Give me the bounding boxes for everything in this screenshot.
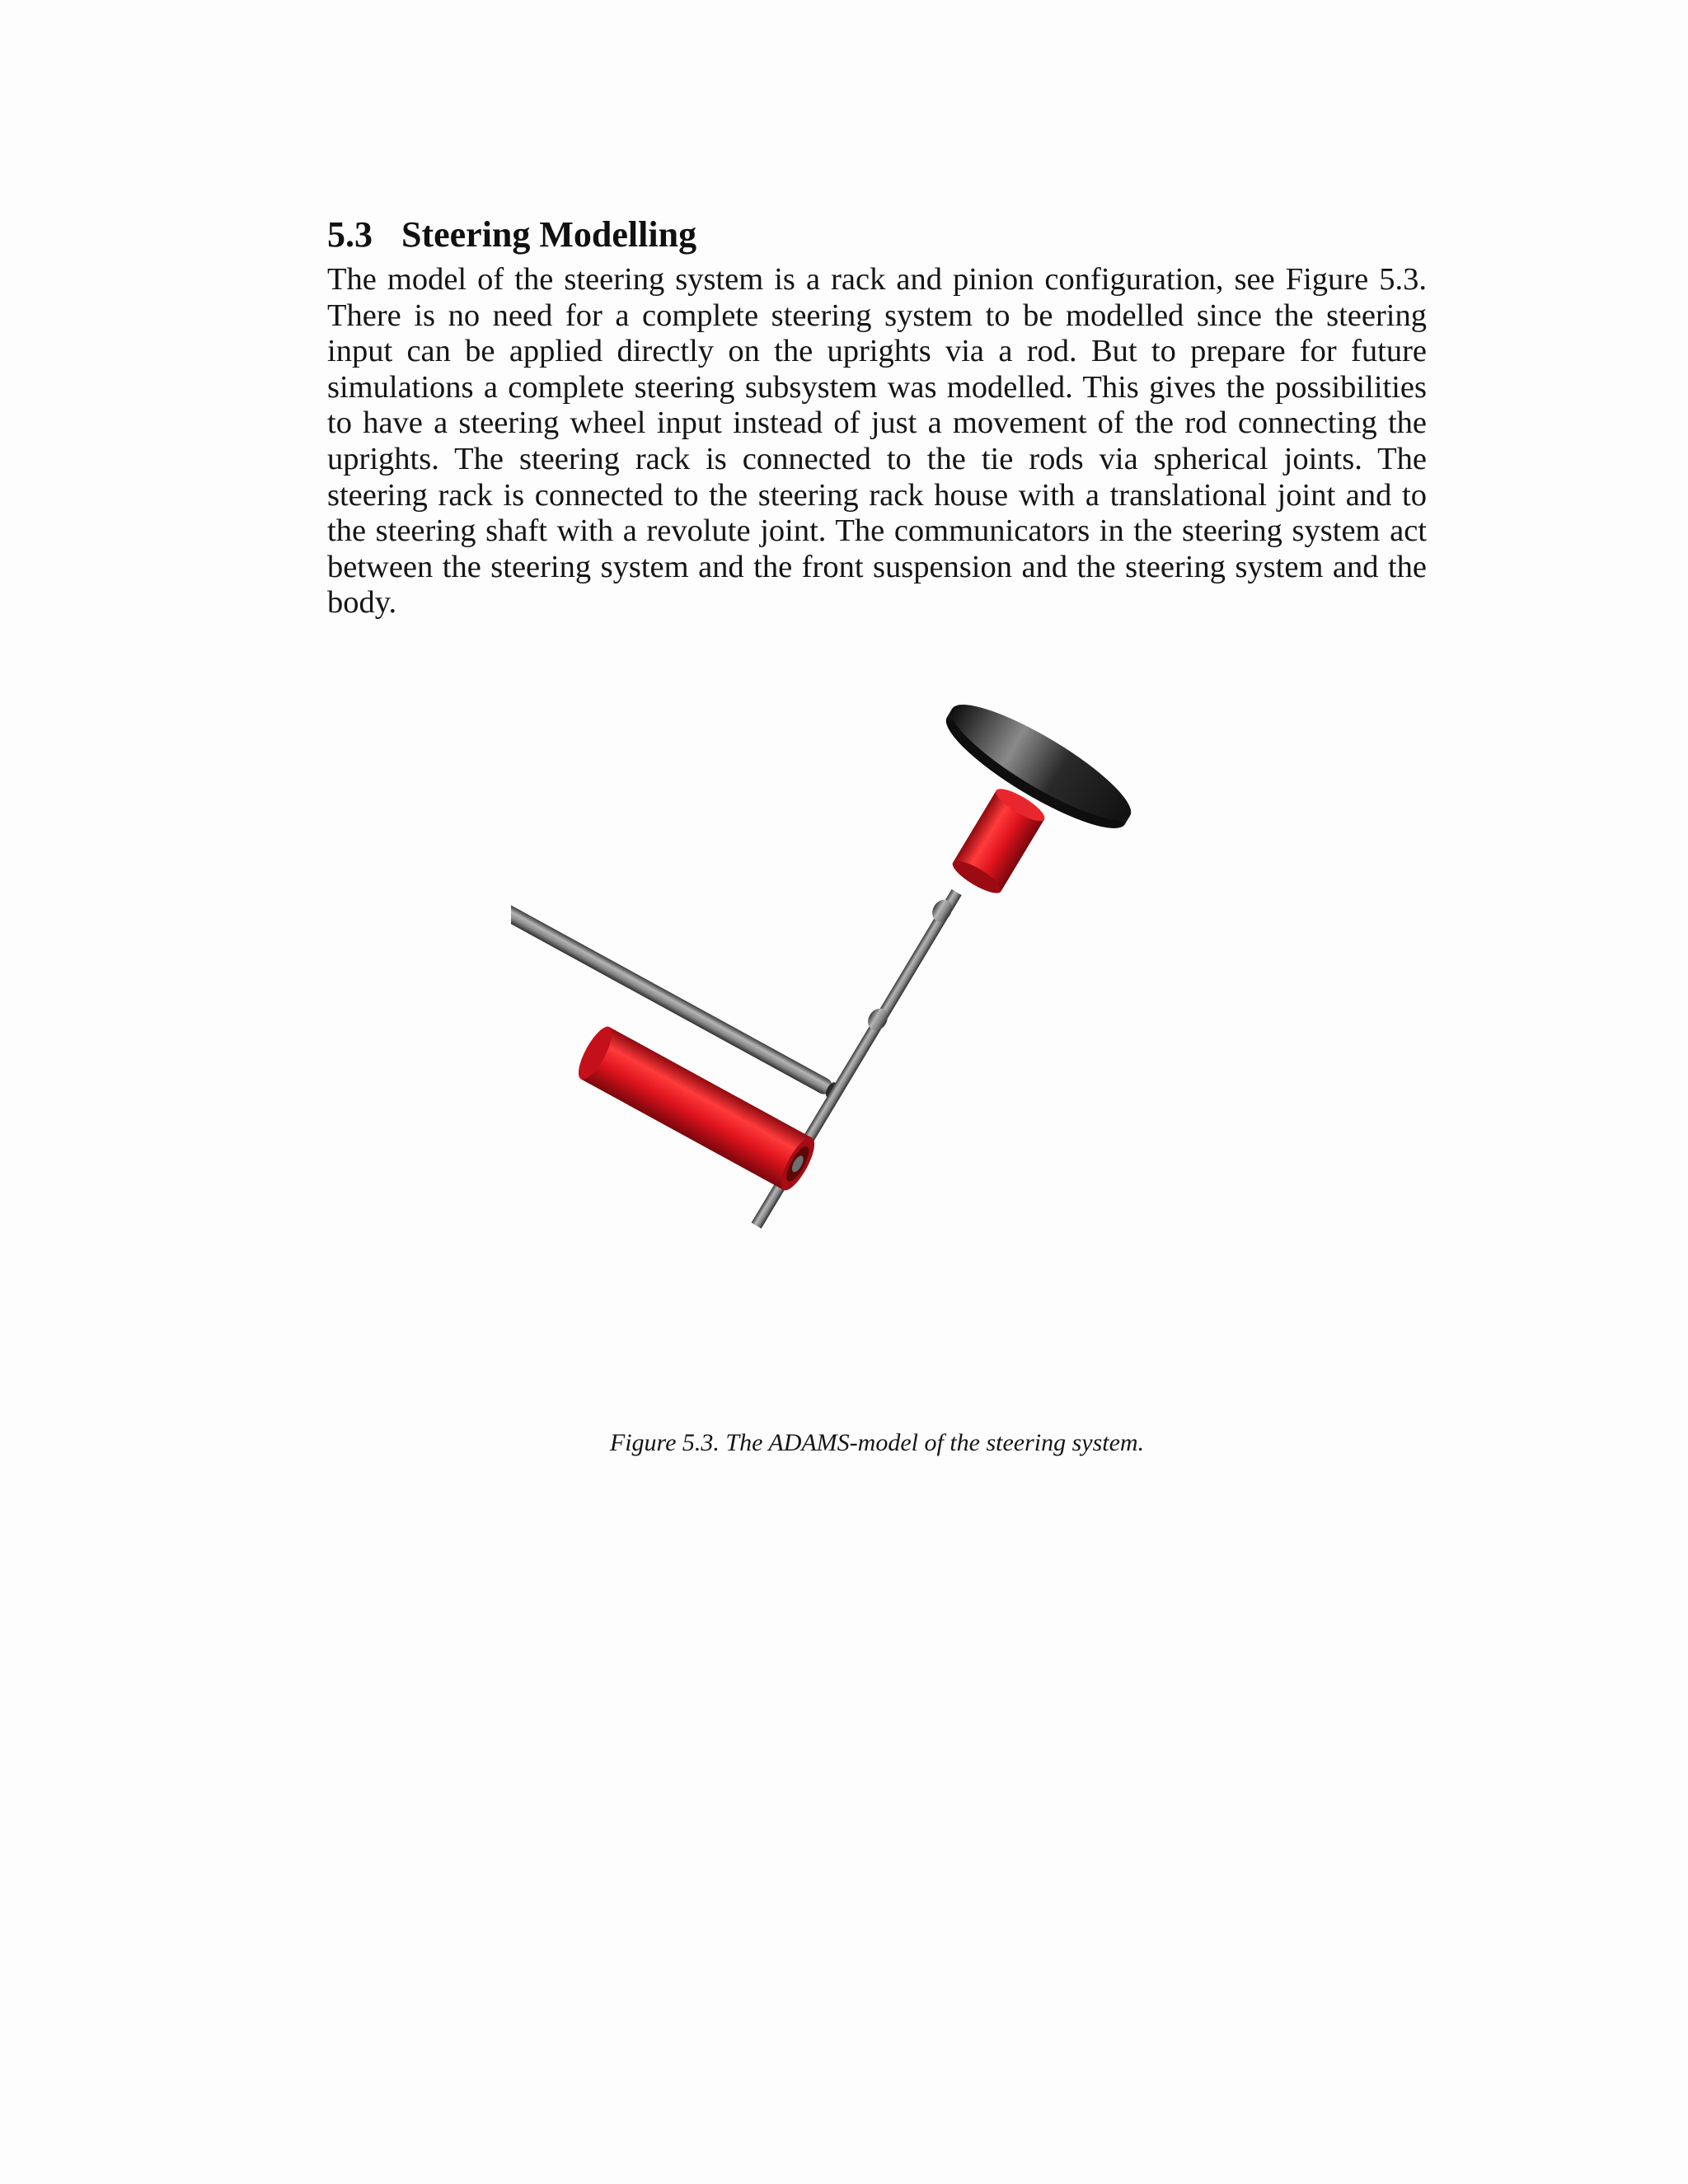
steering-model-illustration [511, 705, 1212, 1409]
section-heading [327, 211, 696, 259]
figure-caption: Figure 5.3. The ADAMS-model of the steering system. [609, 1429, 1145, 1456]
section-number: 5.3 [327, 214, 373, 255]
steering-shaft-upper [824, 889, 962, 1107]
steering-column-housing [949, 784, 1048, 899]
steering-rack-housing [572, 1022, 820, 1194]
steering-system-figure [511, 705, 1212, 1409]
section-title: Steering Modelling [401, 214, 697, 255]
body-paragraph: The model of the steering system is a rack and pinion configuration, see Figure 5.3. There is no need for a complete steering system to be modelled since the steering input can be applied directly on the uprights via a rod. But to prepare for future simulations a complete steering subsystem was modelled. This gives the possibilities to have a steering wheel input instead of just a movement of the rod connecting the uprights. The steering rack is connected to the tie rods via spherical joints. The steering rack is connected to the steering rack house with a translational joint and to the steering shaft with a revolute joint. The communicators in the steering system act between the steering system and the front suspension and the steering system and the body. [327, 262, 1427, 621]
